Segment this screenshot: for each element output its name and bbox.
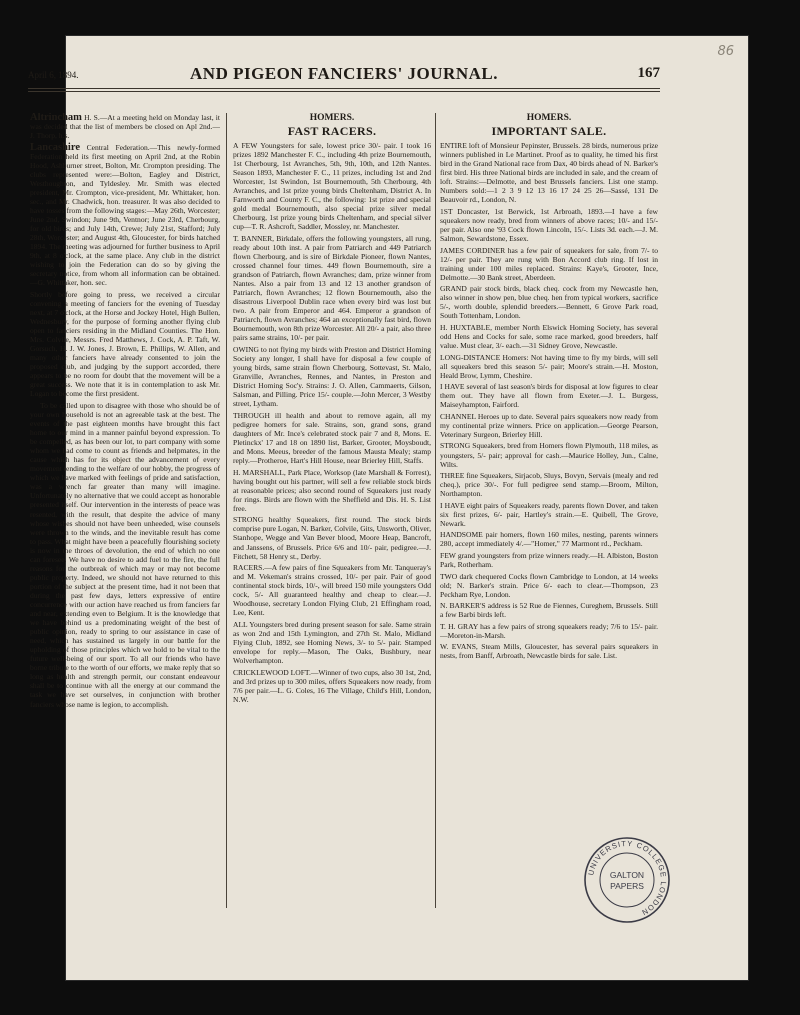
classified-ad: FEW grand youngsters from prize winners ready.—H. Albiston, Boston Park, Rotherham. xyxy=(440,550,658,570)
classified-ad: 1ST Doncaster, 1st Berwick, 1st Arbroath, 1893.—I have a few squeakers now ready, bred from winners of above races; 10/- and 15/- per pair. Also one '93 Cock flown Lincoln, 15/-. Lists 3d. each.—J. M. Salmon, Sewardstone, Essex. xyxy=(440,206,658,243)
classified-ad: TWO dark chequered Cocks flown Cambridge to London, at 14 weeks old; N. Barker's strain. Price 6/- each to clear.—Thompson, 23 Peckham Rye, London. xyxy=(440,571,658,599)
ads-list xyxy=(233,141,431,704)
classified-ad: THREE fine Squeakers, Sirjacob, Sluys, Bovyn, Servais (mealy and red cheq.), price 30/-. For full pedigree send stamp.—Broom, Milton, Northampton. xyxy=(440,471,658,499)
classified-ad: H. HUXTABLE, member North Elswick Homing Society, has several odd Hens and Cocks for sale, some race marked, good breeders, half value. Must clear, 3/- each.—31 Sidney Grove, Newcastle. xyxy=(440,322,658,350)
lancashire-item: Lancashire Central Federation.—This newly-formed Federation held its first meeting on April 2nd, at the Robin Hood, Ashburner street, Bolton, Mr. Crompton presiding. The clubs represented were:—Bolton, Eagley and District, Westhoughton, and Tyldesley. Mr. Smith was elected president, Mr. Crompton, vice-president, Mr. Whittaker, hon. sec., and Mr. Chadwick, hon. treasurer. It was also decided to have tosses from the following stages:—May 26th, Worcester; June 2nd, Swindon; June 9th, Ventnor; June 23rd, Cherbourg, for old birds; and July 14th, Crewe; July 21st, Stafford; July 28th, Worcester; and August 4th, Gloucester, for birds hatched 1894. The meeting was adjourned for further business to April 9th, at 8 o'clock, at the same place. Any club in the district wishing to join the Federation can do so by giving the secretary notice, from whom all information can be obtained.—G. Whittaker, hon. sec. xyxy=(30,141,220,288)
classified-ad: STRONG healthy Squeakers, first round. The stock birds comprise pure Logan, N. Barker, Colvile, Gits, Unsworth, Oliver, Stanhope, Wegge and Van Bever blood, Moore Heap, Bancroft, and Janssens, of Brussels. Price 6/6 and 10/- pair, pedigree.—J. Fitchett, 58 Henry st., Derby. xyxy=(233,515,431,561)
classified-ad: THROUGH ill health and about to remove again, all my pedigree homers for sale. Strains, son, grand sons, grand daughters of Mr. Ince's celebrated stock pair 7 and 8, Mons. E. Pletinckx' 17 and 18 on 1890 list, Barker, Grooter, Moysboudt, and Mons. Meeus, breeder of the famous Mausta Mealy; stamp reply.—Protheroe, Hart's Hill House, near Brierley Hill, Staffs. xyxy=(233,410,431,466)
classified-ad: LONG-DISTANCE Homers: Not having time to fly my birds, will sell all squeakers bred this season 5/- pair; Moore's strain.—H. Moston, Heald Brow, Lymm, Cheshire. xyxy=(440,352,658,380)
stamp-line-1: GALTON xyxy=(609,870,645,880)
classified-ad: I HAVE eight pairs of Squeakers ready, parents flown Dover, and taken six first prizes, 6/- pair, Hartley's strain.—E. Quibell, The Grove, Newark. xyxy=(440,500,658,528)
classified-ad: CRICKLEWOOD LOFT.—Winner of two cups, also 30 1st, 2nd, and 3rd prizes up to 300 miles, offers Squeakers now ready, from 7/6 per pair.—L. G. Coles, 16 The Village, Child's Hill, London, N.W. xyxy=(233,667,431,704)
classified-ad: ALL Youngsters bred during present season for sale. Same strain as won 2nd and 15th Lymington, and 27th St. Malo, Midland Flying Club, 1892, see Homing News, 3/- to 5/- pair. Stamped envelope for reply.—Mason, The Oaks, Bushbury, near Wolverhampton. xyxy=(233,619,431,666)
classified-ad: T. BANNER, Birkdale, offers the following youngsters, all rung, ready about 10th inst. A pair from Patriarch and 449 Patriarch flown Cherbourg, and is sire of Birkdale Pioneer, flown Nantes, crossed channel four times. 449 flown Bournemouth, sire a grandson of Patriarch, flown Avranches; dam, prize winner from Nantes. Also a pair from 13 and 12 13 another grandson of Patriarch, flown Avranches; 12 flown Bournemouth, also the disastrous Liverpool Dublin race when every bird was lost but two. A pair from Emperor and 464. Emperor a grandson of Patriarch, flown Avranches; 464 an exceptionally fast bird, flown Bournemouth, won 8th prize Worcester. All 20/- a pair, also three pairs same strains, 10/- per pair. xyxy=(233,233,431,343)
classified-ad: ENTIRE loft of Monsieur Pepinster, Brussels. 28 birds, numerous prize winners published in Le Martinet. Proof as to quality, he timed his first bird in the Grand National race from Dax, 40 birds ahead of N. Barker's first bird. His three National birds are included in sale, and the cream of loft. Strains:—Delmotte, and best Brussels fanciers. List one stamp. Numbers sold:—1 2 3 9 12 13 16 17 24 25 26—Sassé, 131 De Beauvoir rd., London, N. xyxy=(440,141,658,205)
shortly-paragraph: Shortly before going to press, we received a circular convening a meeting of fanciers for the evening of Tuesday next, at 7 o'clock, at the Horse and Jockey Hotel, High Bullen, Wednesbury, for the purpose of forming another flying club open to fanciers residing in the Midland Counties. The Hon. Mrs. Colvile, Messrs. Fred Matthews, J. Cock, A. P. Taft, W. Gorsuch, H. J. W. Jones, J. Brown, E. Phillips, W. Allen, and many other fanciers have already consented to join the proposed club, and judging by the support accorded, there appears to be no room for doubt that the movement will be a great success. We note that it is in contemplation to ask Mr. Logan to become the first president. xyxy=(30,289,220,399)
column-divider xyxy=(226,113,227,908)
library-stamp xyxy=(583,836,671,924)
pencil-note: 86 xyxy=(717,44,734,59)
classified-ad: JAMES CORDINER has a few pair of squeakers for sale, from 7/- to 12/- per pair. They are rung with Bon Accord club ring. If lost in training under 100 miles replaced. Strains: Kaye's, Grooter, Ince, Delmotte.—30 Bank street, Aberdeen. xyxy=(440,245,658,282)
classified-ad: STRONG Squeakers, bred from Homers flown Plymouth, 118 miles, as youngsters, 5/- pair; approval for cash.—Maurice Holley, Jun., Calne, Wilts. xyxy=(440,441,658,469)
column-news xyxy=(30,113,220,913)
classified-ad: T. H. GRAY has a few pairs of strong squeakers ready; 7/6 to 15/- pair.—Moreton-in-Marsh. xyxy=(440,621,658,640)
classified-ad: HANDSOME pair homers, flown 160 miles, nesting, parents winners 280, accept immediately 4/.—"Homer," 77 Marmont rd., Peckham. xyxy=(440,530,658,549)
ads-list xyxy=(440,141,658,660)
column-divider xyxy=(435,113,436,908)
column-homers-important-sale xyxy=(440,113,658,913)
issue-date: April 6, 1894. xyxy=(28,70,79,80)
running-header xyxy=(28,64,660,86)
section-heading: HOMERS. xyxy=(309,113,355,123)
classified-ad: OWING to not flying my birds with Preston and District Homing Society any longer, I shall have for disposal a few couple of young birds, same strain flown Cherbourg, Sottevast, St. Malo, Granville, Avranches, Rennes, and Nantes, in Preston and District Homing Soc'y. Strains: J. O. Allen, Cammaerts, Gilson, Salsman, and Pilling. Price 15/- couple.—John Mercer, 3 Westby street, Lytham. xyxy=(233,345,431,409)
column-homers-fast-racers xyxy=(233,113,431,913)
editorial-paragraph: To be called upon to disagree with those who should be of your own household is not an agreeable task at the best. The events of the past eighteen months have brought this fact home to our mind in a manner painful beyond expression. To be compelled, as has been our lot, to part company with some whom we had come to count as friends and helpmates, in the cause which has for its object the advancement of every movement tending to the welfare of our hobby, the progress of which we have marked with feelings of pride and satisfaction, was a wrench far greater than many will imagine. Unfortunately no alternative that we could accept as honorable presented itself. Our intervention in the interests of peace was resented, with the result, that despite the advice of many whose wishes should not have been unheeded, wise counsels were thrown to the winds, and the inevitable result has come to pass. What might have been a peacefully flourishing society is now in the throes of devolution, the end of which no one can foresee. We have no desire to add fuel to the fire, the full reasons for the outbreak of which may or may not become public property. Indeed, we should not have returned to this portion of the subject at the present time, had it not been that during the past few days, letters expressive of entire concurrence with our action have reached us from fanciers far and near, extending even to Belgium. It is the knowledge that we have behind us a predominating weight of the best of public opinion, ready to spring to our assistance in case of need, which has sustained us largely in our battle for the upholding of those principles which we hold to be vital to the future well-being of our sport. To all our friends who have borne tribute to the worth of our efforts, we make reply that so long as health and strength permit, our constant endeavour shall be to continue with all the energy at our command the task we have set ourselves, in conjunction with brother fanciers whose name is legion, to accomplish. xyxy=(30,400,220,709)
classified-ad: W. EVANS, Steam Mills, Gloucester, has several pairs squeakers in nests, from Banff, Arbroath, Newcastle birds for sale. List. xyxy=(440,642,658,661)
header-rule xyxy=(28,88,660,89)
classified-ad: CHANNEL Heroes up to date. Several pairs squeakers now ready from my continental prize winners. Price on application.—George Pearson, Veterinary Surgeon, Brierley Hill. xyxy=(440,411,658,439)
classified-ad: GRAND pair stock birds, black cheq. cock from my Newcastle hen, also winner in show pen, blue cheq. hen from typical workers, sacrifice 5/-, worth double, splendid breeders.—Bennett, 6 Grove Park road, South Tottenham, London. xyxy=(440,284,658,321)
classified-ad: I HAVE several of last season's birds for disposal at low figures to clear them out. They have all flown from Exeter.—J. L. Burgess, Maiseyhampton, Fairford. xyxy=(440,382,658,410)
classified-ad: A FEW Youngsters for sale, lowest price 30/- pair. I took 16 prizes 1892 Manchester F. C., including 4th prize Bournemouth, 1st Cherbourg, 1st Avranches, 5th, 9th, 10th, and 12th Nantes. Season 1893, Manchester F. C., 11 prizes, including 1st and 2nd Worcester, 1st Swindon, 1st Bournemouth, 5th Cherbourg, 4th Avranches, and 1st prize young birds Cheltenham, District A. In Farnworth and County F. C., the following: 1st prize and special gold medal Bournemouth, also special prize silver medal Cherbourg, 1st prize young birds Cheltenham, and special silver cup—T. R. Ashcroft, Saddler, Mossley, nr. Manchester. xyxy=(233,141,431,232)
sub-heading: FAST RACERS. xyxy=(287,124,377,138)
section-heading: HOMERS. xyxy=(526,113,572,123)
stamp-line-2: PAPERS xyxy=(610,881,644,891)
classified-ad: H. MARSHALL, Park Place, Worksop (late Marshall & Forrest), having bought out his partner, will sell a few reliable stock birds at reasonable prices; also second round of Squeakers just ready for rings. Birds are flown with the Sheffield and Dis. H. S. List free. xyxy=(233,467,431,513)
stamp-ring-text: UNIVERSITY COLLEGE LONDON xyxy=(586,838,669,918)
journal-title: AND PIGEON FANCIERS' JOURNAL. xyxy=(190,64,498,83)
classified-ad: N. BARKER'S address is 52 Rue de Fiennes, Cureghem, Brussels. Still a few Barbi birds left. xyxy=(440,601,658,620)
page-number: 167 xyxy=(637,65,660,81)
header-rule-double xyxy=(28,91,660,92)
classified-ad: RACERS.—A few pairs of fine Squeakers from Mr. Tanqueray's and M. Vekeman's strains crossed, 10/- per pair. Pair of good continental stock birds, 10/-, will breed 150 mile youngsters Odd cock, 5/- All guaranteed healthy and cheap to clear.—J. Woodhouse, secretary London Flying Club, 21 Effingham road, Lee, Kent. xyxy=(233,563,431,618)
sub-heading: IMPORTANT SALE. xyxy=(491,124,607,138)
altrincham-item: Altrincham H. S.—At a meeting held on Monday last, it was decided that the list of members be closed on Apl 2nd.—J. Thorp, h.s. xyxy=(30,113,220,141)
